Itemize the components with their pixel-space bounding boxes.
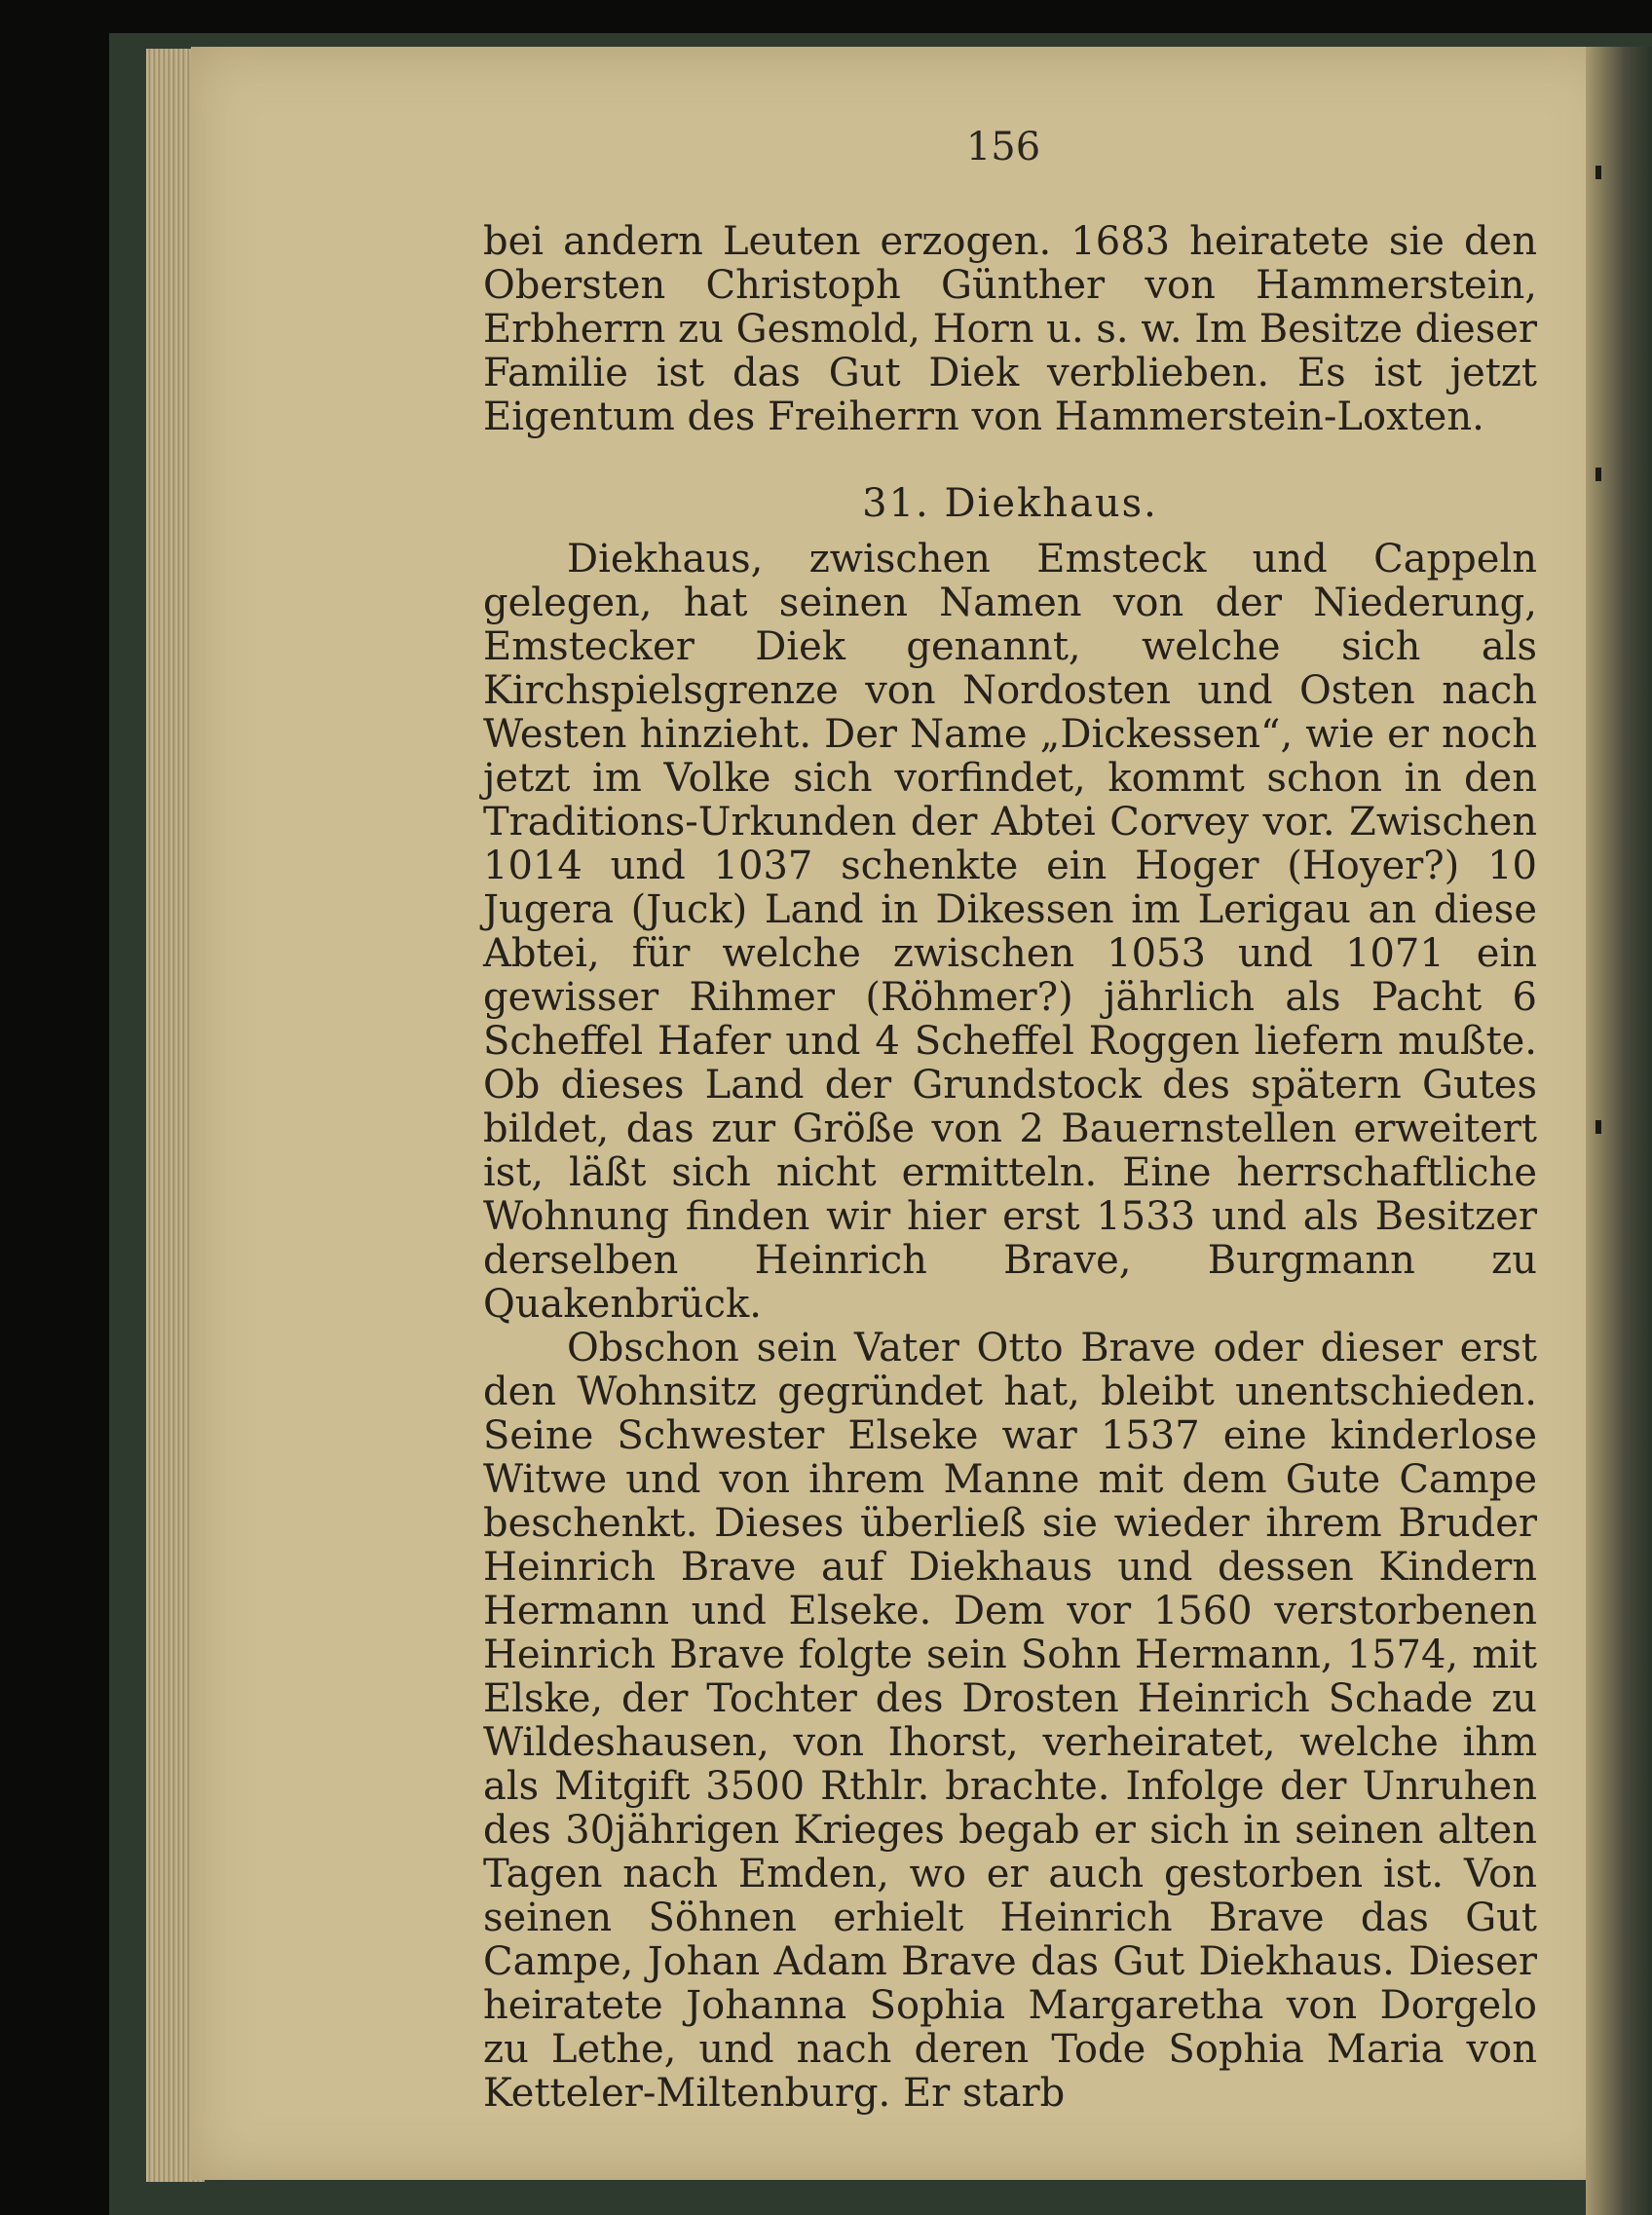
- section-heading: 31. Diekhaus.: [862, 481, 1158, 526]
- margin-marks: [1596, 146, 1605, 1510]
- paragraph: Obschon sein Vater Otto Brave oder dieser erst den Wohnsitz gegründet hat, bleibt unentschieden. Seine Schwester Elseke war 1537 eine kinderlose Witwe und von ihrem Manne mit dem Gute Campe beschenkt. Dieses überließ sie wieder ihrem Bruder Heinrich Brave auf Diekhaus und dessen Kindern Hermann und Elseke. Dem vor 1560 verstorbenen Heinrich Brave folgte sein Sohn Hermann, 1574, mit Elske, der Tochter des Drosten Heinrich Schade zu Wildeshausen, von Ihorst, verheiratet, welche ihm als Mitgift 3500 Rthlr. brachte. Infolge der Unruhen des 30jährigen Krieges begab er sich in seinen alten Tagen nach Emden, wo er auch gestorben ist. Von seinen Söhnen erhielt Heinrich Brave das Gut Campe, Johan Adam Brave das Gut Diekhaus. Dieser heiratete Johanna Sophia Margaretha von Dorgelo zu Lethe, und nach deren Tode Sophia Maria von Ketteler-Miltenburg. Er starb: [483, 1326, 1537, 2116]
- body-text: [483, 220, 1537, 2116]
- paragraph: Diekhaus, zwischen Emsteck und Cappeln gelegen, hat seinen Namen von der Niederung, Emstecker Diek genannt, welche sich als Kirchspielsgrenze von Nordosten und Osten nach Westen hinzieht. Der Name „Dickessen“, wie er noch jetzt im Volke sich vorfindet, kommt schon in den Traditions-Urkunden der Abtei Corvey vor. Zwischen 1014 und 1037 schenkte ein Hoger (Hoyer?) 10 Jugera (Juck) Land in Dikessen im Lerigau an diese Abtei, für welche zwischen 1053 und 1071 ein gewisser Rihmer (Röhmer?) jährlich als Pacht 6 Scheffel Hafer und 4 Scheffel Roggen liefern mußte. Ob dieses Land der Grundstock des spätern Gutes bildet, das zur Größe von 2 Bauernstellen erweitert ist, läßt sich nicht ermitteln. Eine herrschaftliche Wohnung finden wir hier erst 1533 und als Besitzer derselben Heinrich Brave, Burgmann zu Quakenbrück.: [483, 537, 1537, 1327]
- page-number: 156: [965, 125, 1041, 169]
- paragraph-continued: bei andern Leuten erzogen. 1683 heiratete sie den Obersten Christoph Günther von Hammerstein, Erbherrn zu Gesmold, Horn u. s. w. Im Besitze dieser Familie ist das Gut Diek verblieben. Es ist jetzt Eigentum des Freiherrn von Hammerstein-Loxten.: [483, 219, 1538, 439]
